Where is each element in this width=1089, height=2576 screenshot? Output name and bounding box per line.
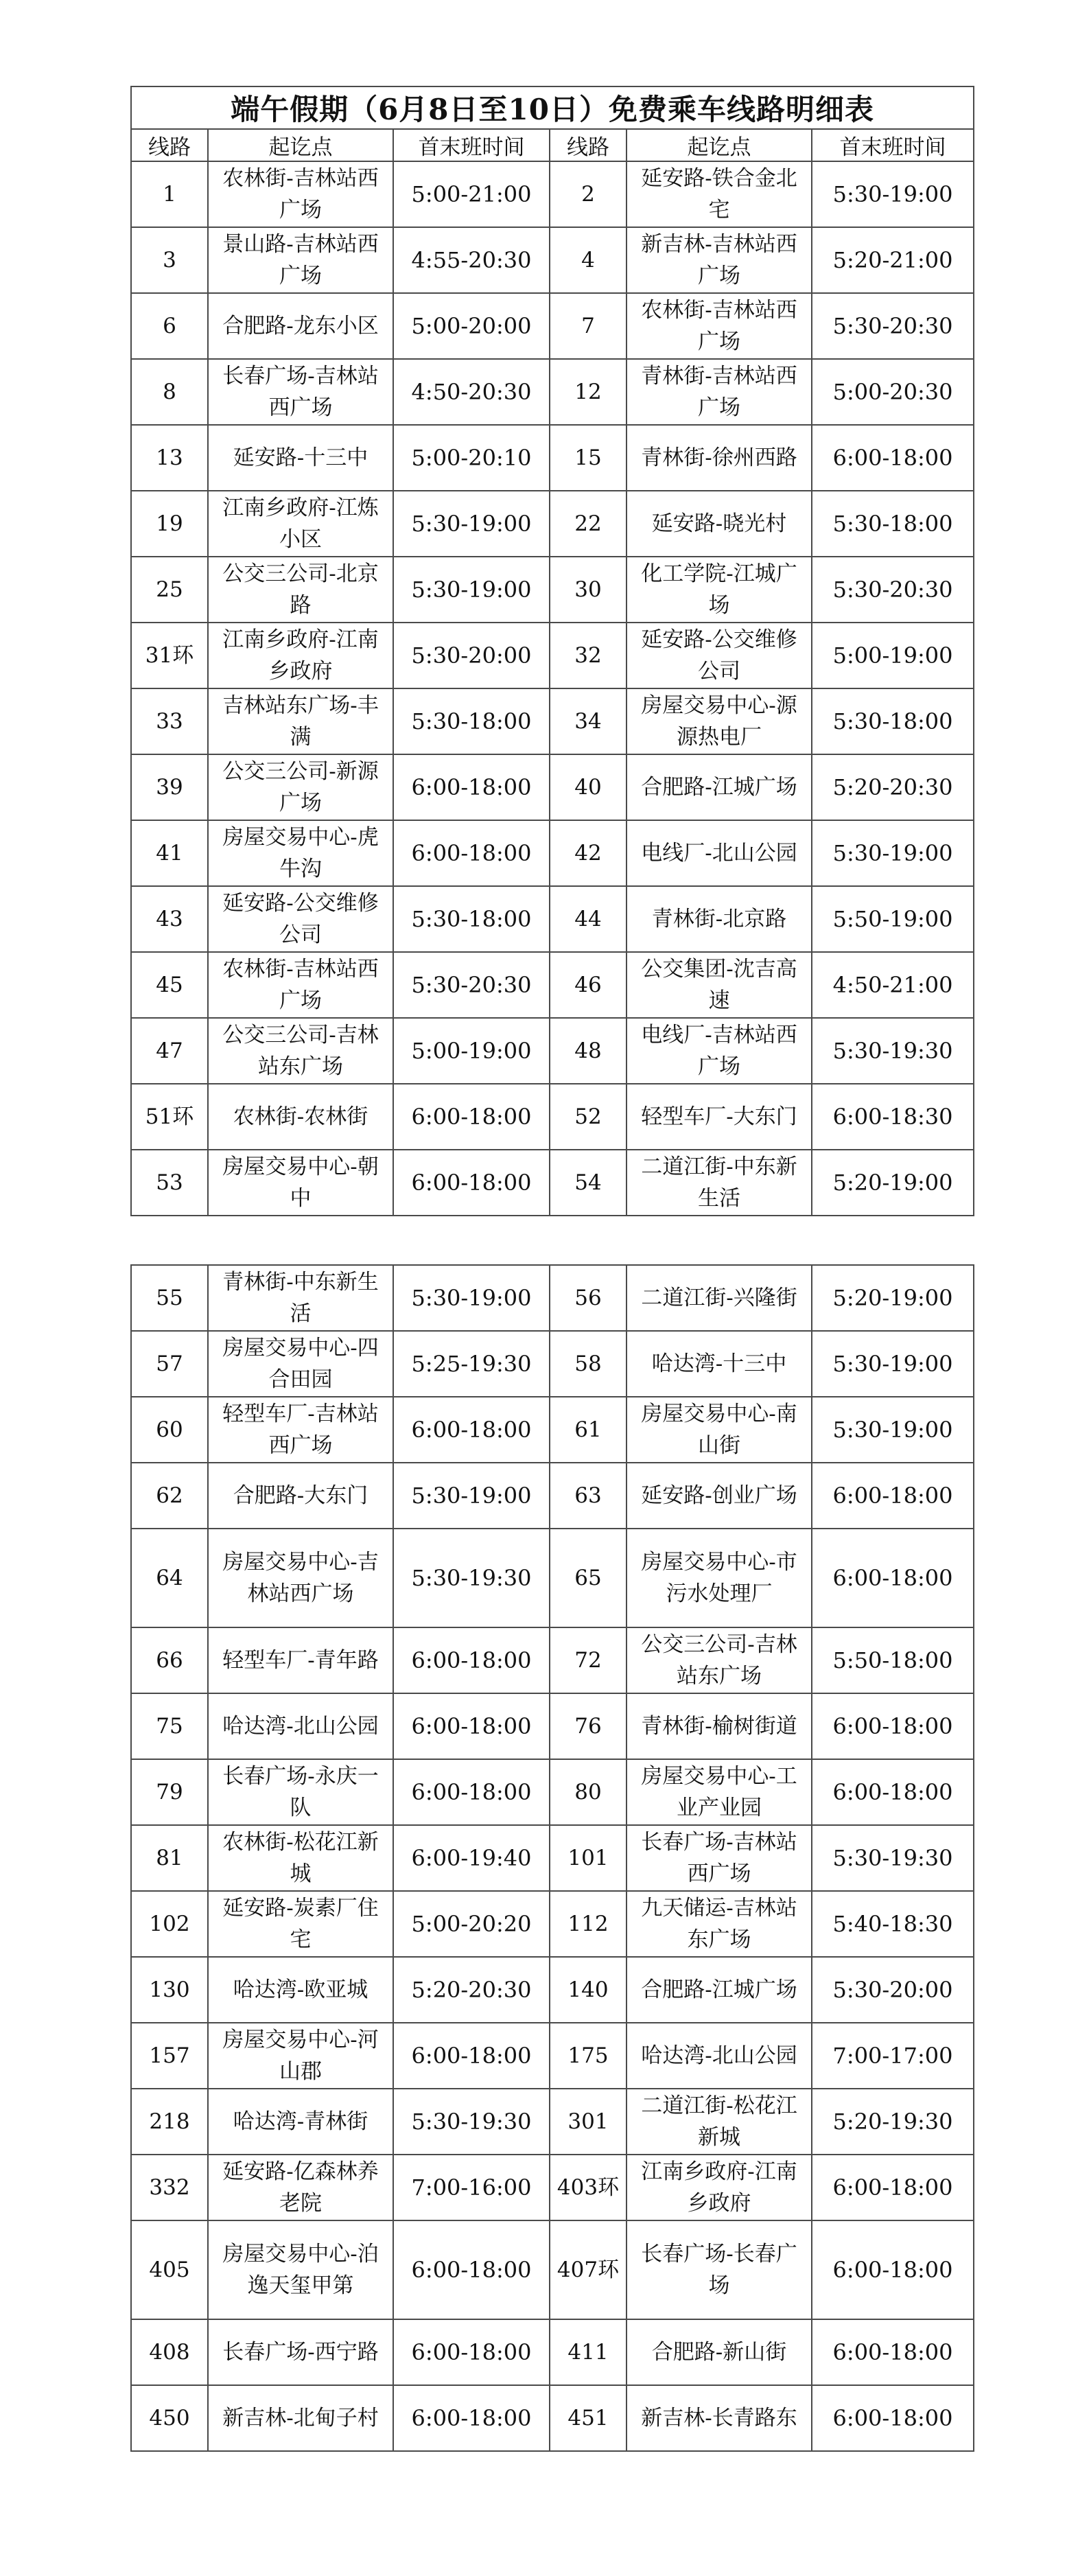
right-line-cell: 15 bbox=[550, 425, 627, 491]
table-row bbox=[131, 1084, 974, 1150]
left-line-cell: 33 bbox=[131, 688, 208, 754]
right-route-cell: 长春广场-吉林站西广场 bbox=[627, 1825, 812, 1891]
left-route-cell: 长春广场-永庆一队 bbox=[208, 1759, 393, 1825]
right-route-cell: 合肥路-江城广场 bbox=[627, 754, 812, 820]
left-time-cell: 6:00-18:00 bbox=[393, 1150, 550, 1216]
left-time-cell: 5:30-19:00 bbox=[393, 557, 550, 623]
left-route-cell: 农林街-吉林站西广场 bbox=[208, 952, 393, 1018]
left-time-cell: 6:00-18:00 bbox=[393, 2385, 550, 2451]
right-time-cell: 5:50-19:00 bbox=[812, 886, 974, 952]
left-line-cell: 19 bbox=[131, 491, 208, 557]
left-line-cell: 43 bbox=[131, 886, 208, 952]
table-row bbox=[131, 1150, 974, 1216]
left-line-cell: 157 bbox=[131, 2023, 208, 2089]
left-route-cell: 延安路-公交维修公司 bbox=[208, 886, 393, 952]
right-line-cell: 112 bbox=[550, 1891, 627, 1957]
right-time-cell: 5:20-19:00 bbox=[812, 1150, 974, 1216]
left-time-cell: 5:00-20:00 bbox=[393, 293, 550, 359]
left-route-cell: 青林街-中东新生活 bbox=[208, 1265, 393, 1331]
table-row bbox=[131, 557, 974, 623]
left-time-cell: 5:25-19:30 bbox=[393, 1331, 550, 1397]
left-line-cell: 31环 bbox=[131, 623, 208, 688]
left-line-cell: 53 bbox=[131, 1150, 208, 1216]
left-time-cell: 6:00-18:00 bbox=[393, 1084, 550, 1150]
left-line-cell: 1 bbox=[131, 161, 208, 227]
left-time-cell: 6:00-18:00 bbox=[393, 754, 550, 820]
left-route-cell: 江南乡政府-江南乡政府 bbox=[208, 623, 393, 688]
left-line-cell: 55 bbox=[131, 1265, 208, 1331]
right-route-cell: 延安路-公交维修公司 bbox=[627, 623, 812, 688]
right-route-cell: 新吉林-长青路东 bbox=[627, 2385, 812, 2451]
right-time-cell: 6:00-18:30 bbox=[812, 1084, 974, 1150]
table-row bbox=[131, 952, 974, 1018]
right-route-cell: 化工学院-江城广场 bbox=[627, 557, 812, 623]
table-row bbox=[131, 688, 974, 754]
right-route-cell: 合肥路-新山街 bbox=[627, 2319, 812, 2385]
left-line-cell: 3 bbox=[131, 227, 208, 293]
left-route-cell: 景山路-吉林站西广场 bbox=[208, 227, 393, 293]
right-line-cell: 32 bbox=[550, 623, 627, 688]
right-time-cell: 6:00-18:00 bbox=[812, 2155, 974, 2220]
table-row bbox=[131, 1957, 974, 2023]
right-time-cell: 6:00-18:00 bbox=[812, 2319, 974, 2385]
right-route-cell: 电线厂-北山公园 bbox=[627, 820, 812, 886]
left-route-cell: 长春广场-西宁路 bbox=[208, 2319, 393, 2385]
table-row bbox=[131, 1018, 974, 1084]
table-row bbox=[131, 2023, 974, 2089]
right-route-cell: 青林街-徐州西路 bbox=[627, 425, 812, 491]
right-line-cell: 65 bbox=[550, 1529, 627, 1627]
left-line-cell: 130 bbox=[131, 1957, 208, 2023]
left-route-cell: 延安路-亿森林养老院 bbox=[208, 2155, 393, 2220]
right-time-cell: 6:00-18:00 bbox=[812, 425, 974, 491]
right-time-cell: 5:30-20:30 bbox=[812, 557, 974, 623]
right-route-cell: 房屋交易中心-源源热电厂 bbox=[627, 688, 812, 754]
left-time-cell: 4:55-20:30 bbox=[393, 227, 550, 293]
table-row bbox=[131, 359, 974, 425]
left-time-cell: 7:00-16:00 bbox=[393, 2155, 550, 2220]
left-route-cell: 房屋交易中心-河山郡 bbox=[208, 2023, 393, 2089]
left-line-cell: 450 bbox=[131, 2385, 208, 2451]
table-row bbox=[131, 293, 974, 359]
left-line-cell: 8 bbox=[131, 359, 208, 425]
table-row bbox=[131, 1759, 974, 1825]
column-header-row bbox=[131, 129, 974, 161]
right-line-cell: 301 bbox=[550, 2089, 627, 2155]
left-time-cell: 6:00-18:00 bbox=[393, 2319, 550, 2385]
table-row bbox=[131, 1627, 974, 1693]
left-line-cell: 405 bbox=[131, 2220, 208, 2319]
table-row bbox=[131, 1529, 974, 1627]
left-route-cell: 农林街-农林街 bbox=[208, 1084, 393, 1150]
right-line-cell: 4 bbox=[550, 227, 627, 293]
left-line-cell: 6 bbox=[131, 293, 208, 359]
right-time-cell: 6:00-18:00 bbox=[812, 1693, 974, 1759]
right-line-cell: 76 bbox=[550, 1693, 627, 1759]
right-route-cell: 房屋交易中心-工业产业园 bbox=[627, 1759, 812, 1825]
right-route-cell: 农林街-吉林站西广场 bbox=[627, 293, 812, 359]
left-route-cell: 合肥路-大东门 bbox=[208, 1463, 393, 1529]
left-line-cell: 45 bbox=[131, 952, 208, 1018]
left-line-cell: 218 bbox=[131, 2089, 208, 2155]
table-row bbox=[131, 425, 974, 491]
right-line-cell: 44 bbox=[550, 886, 627, 952]
right-line-cell: 22 bbox=[550, 491, 627, 557]
left-line-cell: 66 bbox=[131, 1627, 208, 1693]
table-row bbox=[131, 623, 974, 688]
schedule-table-1 bbox=[130, 86, 974, 1216]
right-line-cell: 411 bbox=[550, 2319, 627, 2385]
right-line-cell: 63 bbox=[550, 1463, 627, 1529]
table-row bbox=[131, 1693, 974, 1759]
left-line-cell: 57 bbox=[131, 1331, 208, 1397]
right-line-cell: 101 bbox=[550, 1825, 627, 1891]
table-row bbox=[131, 1331, 974, 1397]
left-route-cell: 农林街-吉林站西广场 bbox=[208, 161, 393, 227]
left-line-cell: 47 bbox=[131, 1018, 208, 1084]
table-row bbox=[131, 2089, 974, 2155]
left-time-cell: 5:30-19:30 bbox=[393, 2089, 550, 2155]
table-row bbox=[131, 886, 974, 952]
right-time-cell: 6:00-18:00 bbox=[812, 2220, 974, 2319]
right-time-cell: 7:00-17:00 bbox=[812, 2023, 974, 2089]
right-time-cell: 5:30-19:30 bbox=[812, 1018, 974, 1084]
left-time-cell: 6:00-19:40 bbox=[393, 1825, 550, 1891]
left-time-cell: 5:30-20:00 bbox=[393, 623, 550, 688]
left-time-cell: 6:00-18:00 bbox=[393, 2220, 550, 2319]
left-route-cell: 江南乡政府-江炼小区 bbox=[208, 491, 393, 557]
right-route-cell: 长春广场-长春广场 bbox=[627, 2220, 812, 2319]
left-line-cell: 79 bbox=[131, 1759, 208, 1825]
right-time-cell: 5:30-19:00 bbox=[812, 820, 974, 886]
left-time-cell: 5:20-20:30 bbox=[393, 1957, 550, 2023]
table-row bbox=[131, 2155, 974, 2220]
right-line-cell: 175 bbox=[550, 2023, 627, 2089]
right-route-cell: 公交集团-沈吉高速 bbox=[627, 952, 812, 1018]
left-time-cell: 5:00-20:10 bbox=[393, 425, 550, 491]
table-row bbox=[131, 2385, 974, 2451]
table-row bbox=[131, 1891, 974, 1957]
left-line-cell: 332 bbox=[131, 2155, 208, 2220]
right-time-cell: 6:00-18:00 bbox=[812, 2385, 974, 2451]
right-time-cell: 6:00-18:00 bbox=[812, 1463, 974, 1529]
right-route-cell: 哈达湾-十三中 bbox=[627, 1331, 812, 1397]
left-route-cell: 公交三公司-吉林站东广场 bbox=[208, 1018, 393, 1084]
right-route-cell: 二道江街-兴隆街 bbox=[627, 1265, 812, 1331]
right-route-cell: 二道江街-中东新生活 bbox=[627, 1150, 812, 1216]
right-time-cell: 6:00-18:00 bbox=[812, 1529, 974, 1627]
left-time-cell: 6:00-18:00 bbox=[393, 2023, 550, 2089]
right-line-cell: 2 bbox=[550, 161, 627, 227]
right-time-cell: 5:40-18:30 bbox=[812, 1891, 974, 1957]
right-time-cell: 5:20-21:00 bbox=[812, 227, 974, 293]
left-line-cell: 39 bbox=[131, 754, 208, 820]
right-time-cell: 5:20-19:30 bbox=[812, 2089, 974, 2155]
right-time-cell: 5:30-19:30 bbox=[812, 1825, 974, 1891]
right-time-cell: 5:30-18:00 bbox=[812, 688, 974, 754]
left-time-cell: 6:00-18:00 bbox=[393, 1759, 550, 1825]
left-route-cell: 哈达湾-欧亚城 bbox=[208, 1957, 393, 2023]
right-line-cell: 61 bbox=[550, 1397, 627, 1463]
left-line-cell: 13 bbox=[131, 425, 208, 491]
left-route-cell: 哈达湾-北山公园 bbox=[208, 1693, 393, 1759]
left-line-cell: 60 bbox=[131, 1397, 208, 1463]
left-time-cell: 5:00-20:20 bbox=[393, 1891, 550, 1957]
header-line: 线路 bbox=[550, 129, 627, 161]
table-row bbox=[131, 1825, 974, 1891]
right-route-cell: 房屋交易中心-市污水处理厂 bbox=[627, 1529, 812, 1627]
left-time-cell: 5:30-20:30 bbox=[393, 952, 550, 1018]
left-line-cell: 62 bbox=[131, 1463, 208, 1529]
left-line-cell: 25 bbox=[131, 557, 208, 623]
left-time-cell: 6:00-18:00 bbox=[393, 820, 550, 886]
left-line-cell: 51环 bbox=[131, 1084, 208, 1150]
left-route-cell: 房屋交易中心-虎牛沟 bbox=[208, 820, 393, 886]
right-route-cell: 延安路-晓光村 bbox=[627, 491, 812, 557]
left-line-cell: 64 bbox=[131, 1529, 208, 1627]
right-line-cell: 12 bbox=[550, 359, 627, 425]
right-line-cell: 56 bbox=[550, 1265, 627, 1331]
left-route-cell: 农林街-松花江新城 bbox=[208, 1825, 393, 1891]
right-route-cell: 延安路-铁合金北宅 bbox=[627, 161, 812, 227]
table-row bbox=[131, 491, 974, 557]
right-line-cell: 34 bbox=[550, 688, 627, 754]
table-row bbox=[131, 754, 974, 820]
right-time-cell: 5:50-18:00 bbox=[812, 1627, 974, 1693]
left-time-cell: 4:50-20:30 bbox=[393, 359, 550, 425]
right-time-cell: 5:30-19:00 bbox=[812, 161, 974, 227]
left-route-cell: 公交三公司-新源广场 bbox=[208, 754, 393, 820]
right-route-cell: 江南乡政府-江南乡政府 bbox=[627, 2155, 812, 2220]
right-time-cell: 4:50-21:00 bbox=[812, 952, 974, 1018]
left-route-cell: 哈达湾-青林街 bbox=[208, 2089, 393, 2155]
right-line-cell: 58 bbox=[550, 1331, 627, 1397]
right-route-cell: 房屋交易中心-南山街 bbox=[627, 1397, 812, 1463]
left-route-cell: 房屋交易中心-朝中 bbox=[208, 1150, 393, 1216]
right-line-cell: 407环 bbox=[550, 2220, 627, 2319]
right-time-cell: 5:30-19:00 bbox=[812, 1331, 974, 1397]
right-line-cell: 48 bbox=[550, 1018, 627, 1084]
left-route-cell: 延安路-炭素厂住宅 bbox=[208, 1891, 393, 1957]
right-route-cell: 公交三公司-吉林站东广场 bbox=[627, 1627, 812, 1693]
left-route-cell: 房屋交易中心-泊逸天玺甲第 bbox=[208, 2220, 393, 2319]
right-line-cell: 40 bbox=[550, 754, 627, 820]
schedule-table-2 bbox=[130, 1264, 974, 2452]
right-time-cell: 5:30-20:00 bbox=[812, 1957, 974, 2023]
right-line-cell: 42 bbox=[550, 820, 627, 886]
right-line-cell: 52 bbox=[550, 1084, 627, 1150]
right-time-cell: 5:20-20:30 bbox=[812, 754, 974, 820]
right-route-cell: 哈达湾-北山公园 bbox=[627, 2023, 812, 2089]
left-route-cell: 吉林站东广场-丰满 bbox=[208, 688, 393, 754]
page-title: 端午假期（6月8日至10日）免费乘车线路明细表 bbox=[131, 86, 974, 129]
header-route: 起讫点 bbox=[627, 129, 812, 161]
left-time-cell: 5:00-19:00 bbox=[393, 1018, 550, 1084]
right-route-cell: 电线厂-吉林站西广场 bbox=[627, 1018, 812, 1084]
right-line-cell: 140 bbox=[550, 1957, 627, 2023]
right-time-cell: 5:00-20:30 bbox=[812, 359, 974, 425]
right-route-cell: 延安路-创业广场 bbox=[627, 1463, 812, 1529]
right-route-cell: 合肥路-江城广场 bbox=[627, 1957, 812, 2023]
schedule-table-1-wrapper bbox=[130, 86, 973, 1216]
right-line-cell: 403环 bbox=[550, 2155, 627, 2220]
left-route-cell: 房屋交易中心-四合田园 bbox=[208, 1331, 393, 1397]
right-time-cell: 5:30-18:00 bbox=[812, 491, 974, 557]
left-route-cell: 新吉林-北甸子村 bbox=[208, 2385, 393, 2451]
left-time-cell: 5:30-19:30 bbox=[393, 1529, 550, 1627]
left-time-cell: 5:30-18:00 bbox=[393, 886, 550, 952]
right-time-cell: 5:30-19:00 bbox=[812, 1397, 974, 1463]
table-row bbox=[131, 820, 974, 886]
left-time-cell: 5:00-21:00 bbox=[393, 161, 550, 227]
header-time: 首末班时间 bbox=[812, 129, 974, 161]
table-row bbox=[131, 2220, 974, 2319]
left-route-cell: 延安路-十三中 bbox=[208, 425, 393, 491]
right-line-cell: 451 bbox=[550, 2385, 627, 2451]
left-line-cell: 102 bbox=[131, 1891, 208, 1957]
left-route-cell: 长春广场-吉林站西广场 bbox=[208, 359, 393, 425]
left-time-cell: 6:00-18:00 bbox=[393, 1693, 550, 1759]
right-route-cell: 青林街-榆树街道 bbox=[627, 1693, 812, 1759]
left-line-cell: 81 bbox=[131, 1825, 208, 1891]
right-line-cell: 54 bbox=[550, 1150, 627, 1216]
header-time: 首末班时间 bbox=[393, 129, 550, 161]
right-time-cell: 6:00-18:00 bbox=[812, 1759, 974, 1825]
left-route-cell: 轻型车厂-吉林站西广场 bbox=[208, 1397, 393, 1463]
table-row bbox=[131, 2319, 974, 2385]
right-route-cell: 轻型车厂-大东门 bbox=[627, 1084, 812, 1150]
right-time-cell: 5:20-19:00 bbox=[812, 1265, 974, 1331]
left-route-cell: 房屋交易中心-吉林站西广场 bbox=[208, 1529, 393, 1627]
table-row bbox=[131, 227, 974, 293]
header-route: 起讫点 bbox=[208, 129, 393, 161]
right-line-cell: 72 bbox=[550, 1627, 627, 1693]
table-row bbox=[131, 161, 974, 227]
left-route-cell: 轻型车厂-青年路 bbox=[208, 1627, 393, 1693]
right-route-cell: 二道江街-松花江新城 bbox=[627, 2089, 812, 2155]
right-line-cell: 80 bbox=[550, 1759, 627, 1825]
right-line-cell: 7 bbox=[550, 293, 627, 359]
table-row bbox=[131, 1463, 974, 1529]
right-line-cell: 30 bbox=[550, 557, 627, 623]
right-route-cell: 青林街-北京路 bbox=[627, 886, 812, 952]
left-line-cell: 75 bbox=[131, 1693, 208, 1759]
header-line: 线路 bbox=[131, 129, 208, 161]
left-time-cell: 5:30-19:00 bbox=[393, 491, 550, 557]
left-time-cell: 5:30-19:00 bbox=[393, 1463, 550, 1529]
right-line-cell: 46 bbox=[550, 952, 627, 1018]
right-route-cell: 新吉林-吉林站西广场 bbox=[627, 227, 812, 293]
left-time-cell: 6:00-18:00 bbox=[393, 1397, 550, 1463]
table-row bbox=[131, 1397, 974, 1463]
left-route-cell: 公交三公司-北京路 bbox=[208, 557, 393, 623]
left-route-cell: 合肥路-龙东小区 bbox=[208, 293, 393, 359]
table-row bbox=[131, 1265, 974, 1331]
right-route-cell: 青林街-吉林站西广场 bbox=[627, 359, 812, 425]
left-time-cell: 5:30-19:00 bbox=[393, 1265, 550, 1331]
left-line-cell: 41 bbox=[131, 820, 208, 886]
right-time-cell: 5:30-20:30 bbox=[812, 293, 974, 359]
right-route-cell: 九天储运-吉林站东广场 bbox=[627, 1891, 812, 1957]
left-line-cell: 408 bbox=[131, 2319, 208, 2385]
left-time-cell: 6:00-18:00 bbox=[393, 1627, 550, 1693]
schedule-table-2-wrapper bbox=[130, 1264, 973, 2452]
right-time-cell: 5:00-19:00 bbox=[812, 623, 974, 688]
left-time-cell: 5:30-18:00 bbox=[393, 688, 550, 754]
